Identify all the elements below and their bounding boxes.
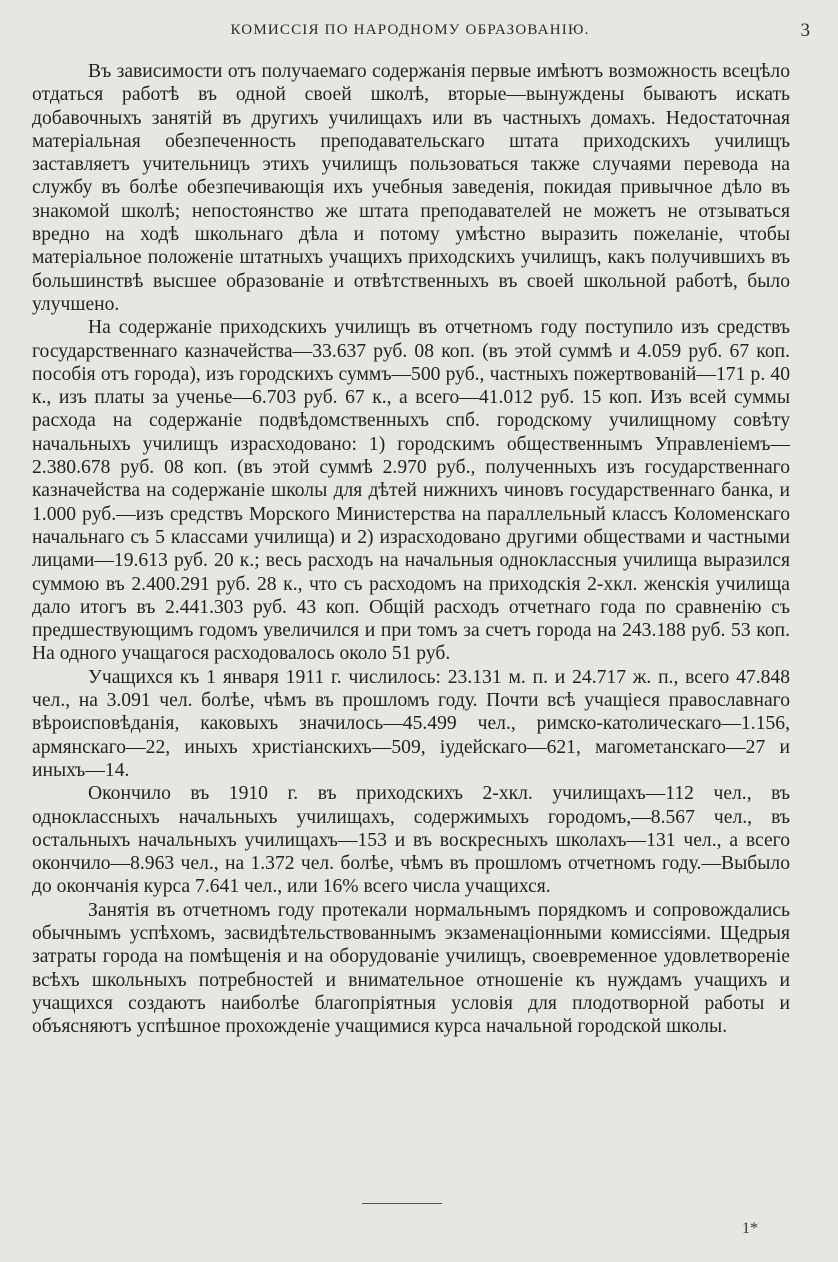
paragraph: Окончило въ 1910 г. въ приходскихъ 2-хкл. училищахъ—112 чел., въ одноклассныхъ начальныхъ училищахъ, содержимыхъ городомъ,—8.567 чел., въ остальныхъ начальныхъ училищахъ—153 и въ воскресныхъ школахъ—131 чел., а всего окончило—8.963 чел., на 1.372 чел. болѣе, чѣмъ въ прошломъ отчетномъ году.—Выбыло до окончанія курса 7.641 чел., или 16% всего числа учащихся. [32,783,790,898]
paragraph: Учащихся къ 1 января 1911 г. числилось: 23.131 м. п. и 24.717 ж. п., всего 47.848 чел., на 3.091 чел. болѣе, чѣмъ въ прошломъ году. Почти всѣ учащіеся православнаго вѣроисповѣданія, каковыхъ значилось—45.499 чел., римско-католическаго—1.156, армянскаго—22, иныхъ христіанскихъ—509, іудейскаго—621, магометанскаго—27 и иныхъ—14. [32,666,790,781]
page-number: 3 [800,20,810,41]
paragraph: На содержаніе приходскихъ училищъ въ отчетномъ году поступило изъ средствъ государственнаго казначейства—33.637 руб. 08 коп. (въ этой суммѣ и 4.059 руб. 67 коп. пособія отъ города), изъ городскихъ суммъ—500 руб., частныхъ пожертвованій—171 р. 40 к., изъ платы за ученье—6.703 руб. 67 к., а всего—41.012 руб. 15 коп. Изъ всей суммы расхода на содержаніе подвѣдомственныхъ спб. городскому училищному совѣту начальныхъ училищъ израсходовано: 1) городскимъ общественнымъ Управленіемъ—2.380.678 руб. 08 коп. (въ этой суммѣ 2.970 руб., полученныхъ изъ государственнаго казначейства на содержаніе школы для дѣтей нижнихъ чиновъ государственнаго банка, и 1.000 руб.—изъ средствъ Морского Министерства на параллельный классъ Коломенскаго начальнаго съ 5 классами училища) и 2) израсходовано другими обществами и частными лицами—19.613 руб. 20 к.; весь расходъ на начальныя одноклассныя училища выразился суммою въ 2.400.291 руб. 28 к., что съ расходомъ на приходскія 2-хкл. женскія училища дало итогъ въ 2.441.303 руб. 43 коп. Общій расходъ отчетнаго года по сравненію съ предшествующимъ годомъ увеличился и при томъ за счетъ города на 243.188 руб. 53 коп. На одного учащагося расходовалось около 51 руб. [32,317,790,665]
section-divider [362,1203,442,1204]
running-head: КОМИССІЯ ПО НАРОДНОМУ ОБРАЗОВАНІЮ. [230,22,590,38]
page-header [0,22,838,46]
paragraph: Занятія въ отчетномъ году протекали нормальнымъ порядкомъ и сопровождались обычнымъ успѣхомъ, засвидѣтельствованнымъ экзаменаціонными комиссіями. Щедрыя затраты города на помѣщенія и на оборудованіе училищъ, своевременное удовлетвореніе всѣхъ школьныхъ потребностей и внимательное отношеніе къ нуждамъ учащихъ и учащихся создаютъ наиболѣе благопріятныя условія для плодотворной работы и объясняютъ успѣшное прохожденіе учащимися курса начальной городской школы. [32,899,790,1038]
signature-mark: 1* [742,1220,758,1237]
body-text [32,60,790,1038]
paragraph: Въ зависимости отъ получаемаго содержанія первые имѣютъ возможность всецѣло отдаться работѣ въ одной своей школѣ, вторые—вынуждены бываютъ искать добавочныхъ занятій въ другихъ училищахъ или въ частныхъ домахъ. Недостаточная матеріальная обезпеченность преподавательскаго штата приходскихъ училищъ заставляетъ учительницъ этихъ училищъ пользоваться также случаями перевода на службу въ болѣе обезпечивающія ихъ учебныя заведенія, покидая привычное дѣло въ знакомой школѣ; непостоянство же штата преподавателей не можетъ не отзываться вредно на ходѣ школьнаго дѣла и потому умѣстно выразить пожеланіе, чтобы матеріальное положеніе штатныхъ учащихъ приходскихъ училищъ, какъ получившихъ въ большинствѣ высшее образованіе и отвѣтственныхъ въ своей школьной работѣ, было улучшено. [32,61,790,315]
